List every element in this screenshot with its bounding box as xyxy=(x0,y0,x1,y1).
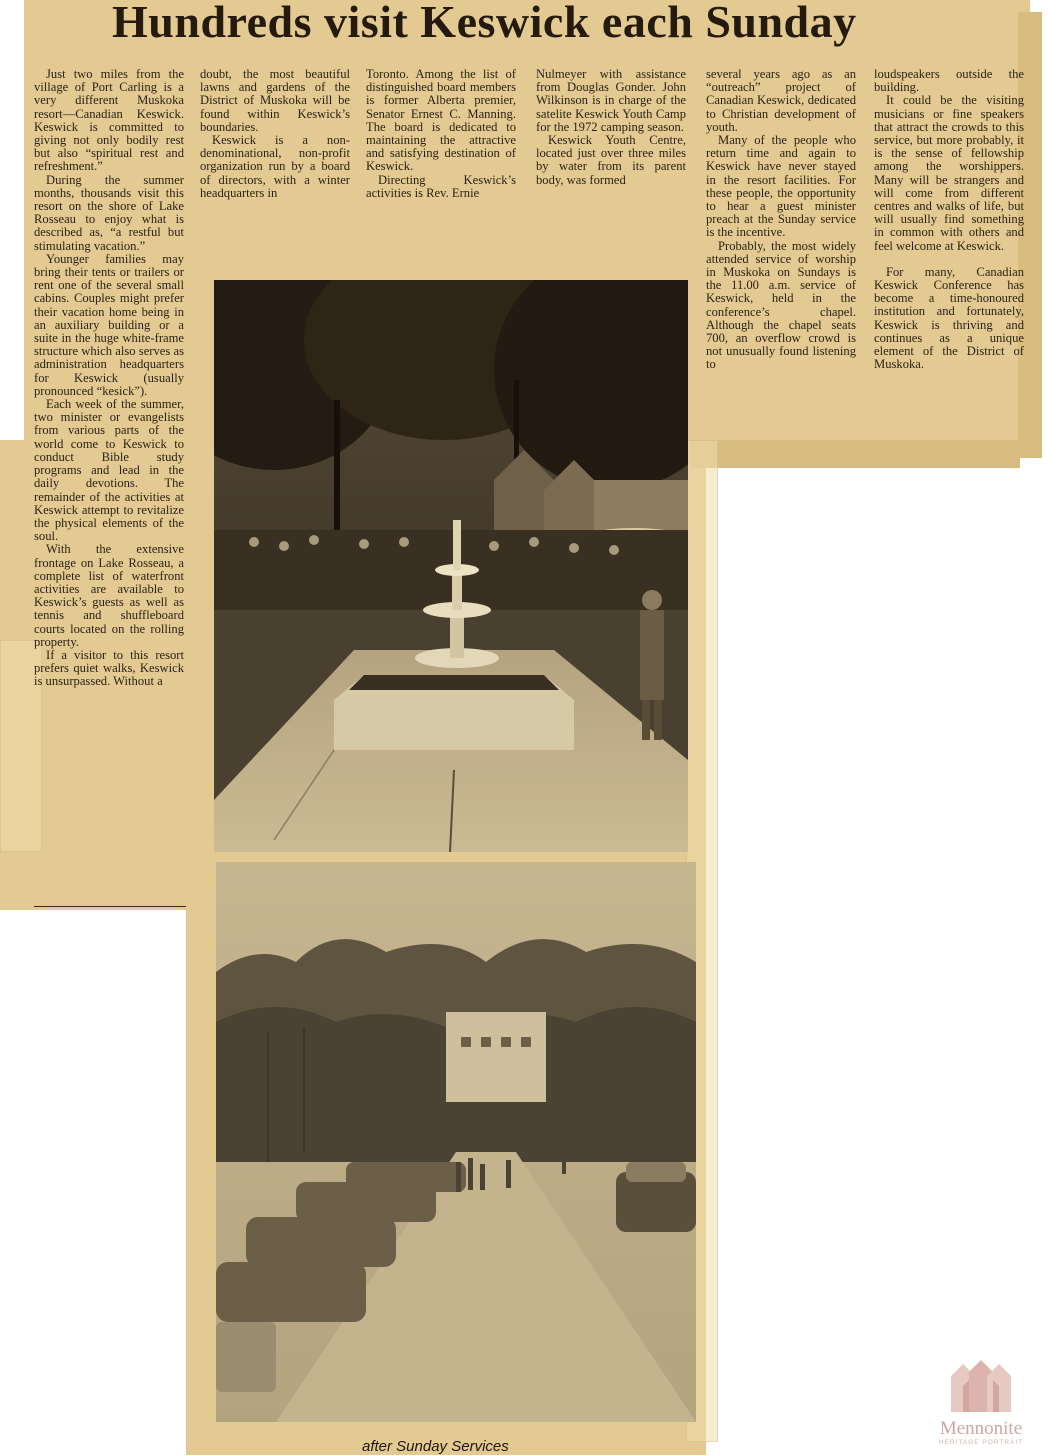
clipping-right-tab xyxy=(690,440,1020,468)
paragraph: Each week of the summer, two minister or evangelists from various parts of the world come to Keswick to conduct Bible study programs and lead in the daily devotions. The remainder of the activities at Keswick attempt to revitalize the physical elements of the soul. xyxy=(34,397,184,544)
article-column-2 xyxy=(200,68,350,248)
paragraph: Younger families may bring their tents or trailers or rent one of the several small cabins. Couples might prefer their vacation home being in an auxiliary building or a suite in the huge white-frame structure which also serves as administration headquarters for Keswick (usually pronounced “kesick”). xyxy=(34,251,184,398)
paragraph: loudspeakers outside the building. xyxy=(874,68,1024,95)
headline: Hundreds visit Keswick each Sunday xyxy=(112,0,857,47)
logo-word: Mennonite xyxy=(939,1418,1023,1439)
mennonite-heritage-logo xyxy=(922,1358,1040,1450)
parked-cars-road-photo xyxy=(216,862,696,1422)
paragraph: It could be the visiting musicians or fine speakers that attract the crowds to this service, but more probably, it is the sense of fellowship among the worshippers. Many will be strangers and will come from different centres and walks of life, but will usually find something in common with others and feel welcome at Keswick. xyxy=(874,93,1024,253)
logo-subtitle: HERITAGE PORTRAIT xyxy=(938,1439,1024,1446)
paragraph: several years ago as an “outreach” project of Canadian Keswick, dedicated to Christian development of youth. xyxy=(706,68,856,134)
paragraph: If a visitor to this resort prefers quiet walks, Keswick is unsurpassed. Without a xyxy=(34,647,184,689)
fountain-crowd-image xyxy=(214,280,688,852)
article-column-4 xyxy=(536,68,686,248)
fountain-crowd-photo xyxy=(214,280,688,852)
paragraph: Toronto. Among the list of distinguished board members is former Alberta premier, Senator Ernest C. Manning. The board is dedicated to maintaining the attractive and satisfying destination of Keswick. xyxy=(366,68,516,174)
photo-caption: after Sunday Services xyxy=(362,1438,509,1455)
paragraph: Just two miles from the village of Port Carling is a very different Muskoka resort—Canadian Keswick. Keswick is committed to giving not only bodily rest but also “spiritual rest and refreshment.” xyxy=(34,68,184,174)
mennonite-logo-mark xyxy=(941,1358,1021,1414)
column-rule xyxy=(34,906,186,907)
article-column-1 xyxy=(34,68,184,888)
paragraph: Many of the people who return time and again to Keswick have never stayed in the resort facilities. For these people, the opportunity to hear a guest minister preach at the Sunday service is the incentive. xyxy=(706,133,856,240)
paragraph: Directing Keswick’s activities is Rev. Ernie xyxy=(366,172,516,200)
article-column-3 xyxy=(366,68,516,248)
paragraph: With the extensive frontage on Lake Rosseau, a complete list of waterfront activities are available to Keswick’s guests as well as tennis and shuffleboard courts located on the rolling property. xyxy=(34,542,184,649)
paragraph: doubt, the most beautiful lawns and gardens of the District of Muskoka will be found within Keswick’s boundaries. xyxy=(200,68,350,134)
paragraph: Probably, the most widely attended service of worship in Muskoka on Sundays is the 11.00 a.m. service of Keswick, held in the conference’s chapel. Although the chapel seats 700, an overflow crowd is not unusually found listening to xyxy=(706,238,856,372)
paragraph: Keswick Youth Centre, located just over three miles by water from its parent body, was formed xyxy=(536,133,686,187)
paragraph: During the summer months, thousands visit this resort on the shore of Lake Rosseau to enjoy what is described as, “a restful but stimulating vacation.” xyxy=(34,172,184,253)
article-column-5 xyxy=(706,68,856,438)
paragraph: For many, Canadian Keswick Conference has become a time-honoured institution and fortunately, Keswick is thriving and continues as a unique element of the District of Muskoka. xyxy=(874,264,1024,372)
paragraph: Keswick is a non-denominational, non-profit organization run by a board of directors, with a winter headquarters in xyxy=(200,133,350,200)
parked-cars-road-image xyxy=(216,862,696,1422)
article-column-6 xyxy=(874,68,1024,438)
paragraph: Nulmeyer with assistance from Douglas Gonder. John Wilkinson is in charge of the satelite Keswick Youth Camp for the 1972 camping season. xyxy=(536,68,686,134)
